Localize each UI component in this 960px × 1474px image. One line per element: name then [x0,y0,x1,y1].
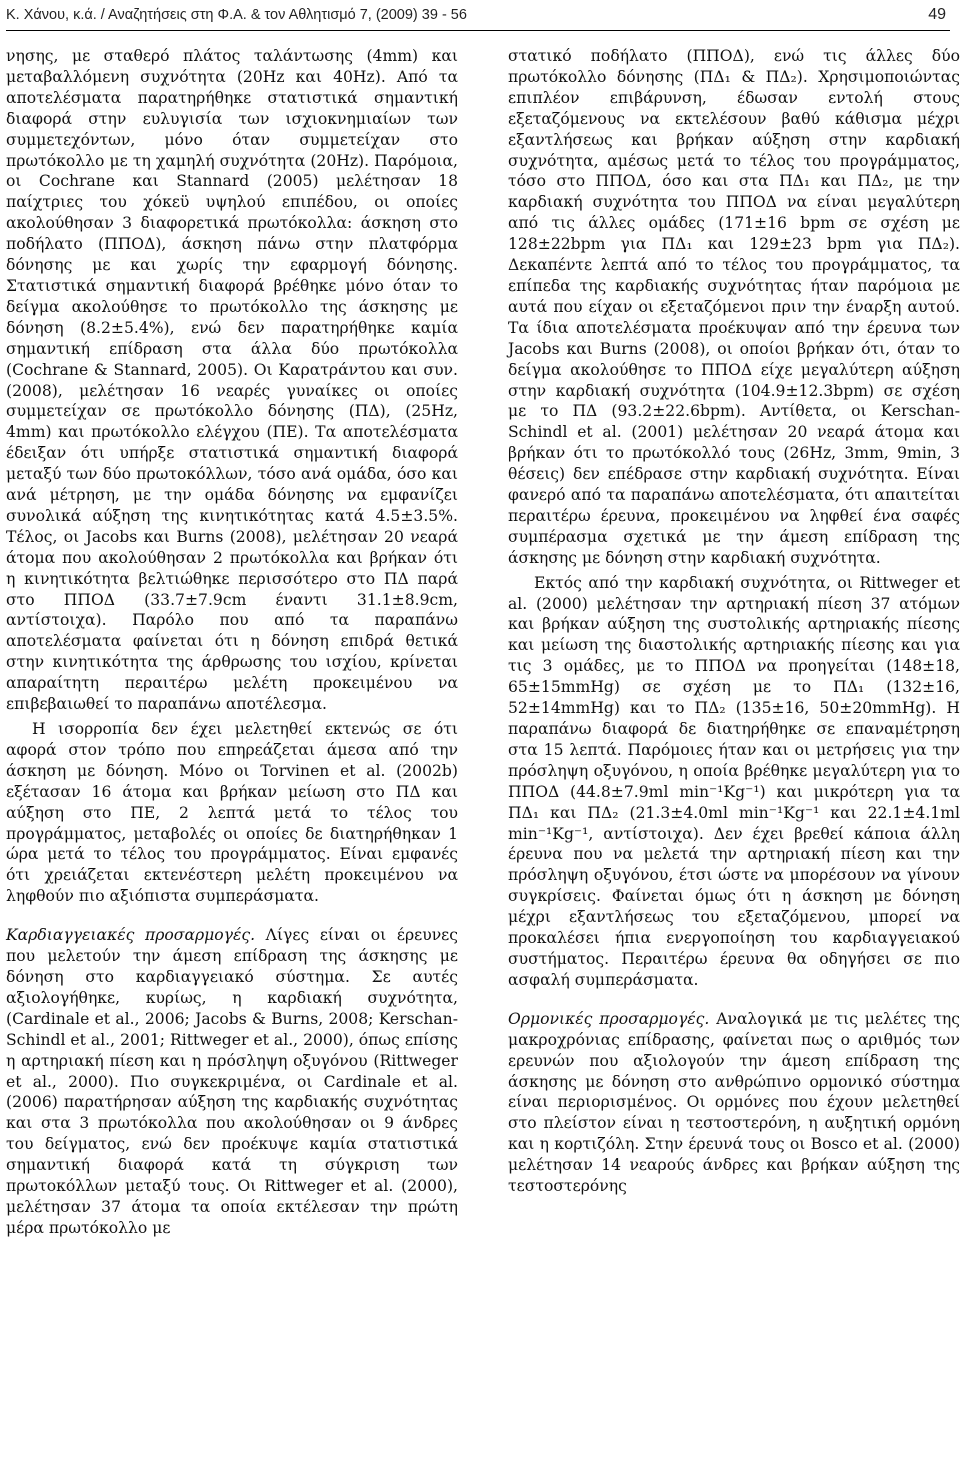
body-paragraph: στατικό ποδήλατο (ΠΠΟΔ), ενώ τις άλλες δύο πρωτόκολλο δόνησης (ΠΔ₁ & ΠΔ₂). Χρησιμοποιώντας επιπλέον επιβάρυνση, έδωσαν εντολή στους εξεταζόμενους να εκτελέσουν βαθύ κάθισμα μέχρι εξαντλήσεως και βρήκαν αύξηση στην καρδιακή συχνότητα, αμέσως μετά το τέλος του προγράμματος, τόσο στο ΠΠΟΔ, όσο και στα ΠΔ₁ και ΠΔ₂, με την καρδιακή συχνότητα του ΠΠΟΔ να είναι μεγαλύτερη από τις άλλες ομάδες (171±16 bpm σε σχέση με 128±22bpm για ΠΔ₁ και 129±23 bpm για ΠΔ₂). Δεκαπέντε λεπτά από το τέλος του προγράμματος, τα επίπεδα της καρδιακής συχνότητας ήταν παρόμοια με αυτά που είχαν οι εξεταζόμενοι πριν την έναρξη αυτού. Τα ίδια αποτελέσματα προέκυψαν από την έρευνα των Jacobs και Burns (2008), οι οποίοι βρήκαν ότι, όταν το δείγμα ακολούθησε το ΠΠΟΔ είχε μεγαλύτερη αύξηση στην καρδιακή συχνότητα (104.9±12.3bpm) σε σχέση με το ΠΔ (93.2±22.6bpm). Αντίθετα, οι Kerschan-Schindl et al. (2001) μελέτησαν 20 νεαρά άτομα και βρήκαν ότι το πρωτόκολλό τους (26Hz, 3mm, 9min, 3 θέσεις) δεν επέδρασε στην καρδιακή συχνότητα. Είναι φανερό από τα παραπάνω αποτελέσματα, ότι απαιτείται περαιτέρω έρευνα, προκειμένου να ληφθεί ένα σαφές συμπέρασμα σχετικά με την άμεση επίδραση της άσκησης με δόνηση στην καρδιακή συχνότητα. [508,47,960,567]
left-column [6,46,458,1239]
section-heading: Ορμονικές προσαρμογές. [508,1009,710,1028]
section-text: Αναλογικά με τις μελέτες της μακροχρόνιας επίδρασης, φαίνεται πως ο αριθμός των ερευνών που αξιολογούν την άμεση επίδραση της άσκησης με δόνηση στο ανθρώπινο ορμονικό σύστημα είναι περιορισμένος. Οι ορμόνες που έχουν μελετηθεί στο πλείστον είναι η τεστοστερόνη, η αυξητική ορμόνη και η κορτιζόλη. Στην έρευνά τους οι Bosco et al. (2000) μελέτησαν 14 νεαρούς άνδρες και βρήκαν αύξηση της τεστοστερόνης [508,1009,960,1196]
section-text: Λίγες είναι οι έρευνες που μελετούν την άμεση επίδραση της άσκησης με δόνηση στο καρδιαγγειακό σύστημα. Σε αυτές αξιολογήθηκε, κυρίως, η καρδιακή συχνότητα, (Cardinale et al., 2006; Jacobs & Burns, 2008; Kerschan-Schindl et al., 2001; Rittweger et al., 2000), όπως επίσης η αρτηριακή πίεση και η πρόσληψη οξυγόνου (Rittweger et al., 2000). Πιο συγκεκριμένα, οι Cardinale et al. (2006) παρατήρησαν αύξηση της καρδιακής συχνότητας και στα 3 πρωτόκολλα που ακολούθησαν οι 9 άνδρες του δείγματος, ενώ δεν προέκυψε καμία στατιστικά σημαντική διαφορά κατά τη σύγκριση των πρωτοκόλλων μεταξύ τους. Οι Rittweger et al. (2000), μελέτησαν 37 άτομα τα οποία εκτέλεσαν την πρώτη μέρα πρωτόκολλο με [6,926,458,1237]
page-number: 49 [928,6,946,23]
body-paragraph: Εκτός από την καρδιακή συχνότητα, οι Rittweger et al. (2000) μελέτησαν την αρτηριακή πίεση 37 ατόμων και βρήκαν αύξηση της συστολικής αρτηριακής πίεσης και μείωση της διαστολικής αρτηριακής πίεσης και για τις 3 ομάδες, με το ΠΠΟΔ να προηγείται (148±18, 65±15mmHg) σε σχέση με το ΠΔ₁ (132±16, 52±14mmHg) και το ΠΔ₂ (135±16, 50±20mmHg). Η παραπάνω διαφορά δε διατηρήθηκε σε επαναμέτρηση στα 15 λεπτά. Παρόμοιες ήταν και οι μετρήσεις για την πρόσληψη οξυγόνου, η οποία βρέθηκε μεγαλύτερη για το ΠΠΟΔ (44.8±7.9ml min⁻¹Kg⁻¹) και μικρότερη για τα ΠΔ₁ και ΠΔ₂ (21.3±4.0ml min⁻¹Kg⁻¹ και 22.1±4.1ml min⁻¹Kg⁻¹, αντίστοιχα). Δεν έχει βρεθεί κάποια άλλη έρευνα που να μελετά την αρτηριακή πίεση και την πρόσληψη οξυγόνου, έτσι ώστε να μπορέσουν να γίνουν συγκρίσεις. Φαίνεται όμως ότι η άσκηση με δόνηση μέχρι εξαντλήσεως του εξεταζόμενου, μπορεί να προκαλέσει ήπια ενεργοποίηση του καρδιαγγειακού συστήματος. Περαιτέρω έρευνα θα οδηγήσει σε πιο ασφαλή συμπεράσματα. [508,573,960,989]
section-paragraph [508,1009,960,1197]
section-paragraph [6,925,458,1239]
body-paragraph: νησης, με σταθερό πλάτος ταλάντωσης (4mm) και μεταβαλλόμενη συχνότητα (20Hz και 40Hz). Από τα αποτελέσματα παρατηρήθηκε στατιστικά σημαντική διαφορά στην ευλυγισία των ισχιοκνημιαίων των συμμετεχόντων, μόνο όταν συμμετείχαν στο πρωτόκολλο με τη χαμηλή συχνότητα (20Hz). Παρόμοια, οι Cochrane και Stannard (2005) μελέτησαν 18 παίχτριες του χόκεϋ υψηλού επιπέδου, οι οποίες ακολούθησαν 3 διαφορετικά πρωτόκολλα: άσκηση στο ποδήλατο (ΠΠΟΔ), άσκηση πάνω στην πλατφόρμα δόνησης με και χωρίς την εφαρμογή δόνησης. Στατιστικά σημαντική διαφορά βρέθηκε μόνο όταν το δείγμα ακολούθησε το πρωτόκολλο της άσκησης με δόνηση (8.2±5.4%), ενώ δεν παρατηρήθηκε καμία σημαντική επίδραση στα άλλα δύο πρωτόκολλα (Cochrane & Stannard, 2005). Οι Καρατράντου και συν. (2008), μελέτησαν 16 νεαρές γυναίκες οι οποίες συμμετείχαν σε πρωτόκολλο δόνησης (ΠΔ), (25Hz, 4mm) και πρωτόκολλο ελέγχου (ΠΕ). Τα αποτελέσματα έδειξαν ότι υπήρξε στατιστικά σημαντική διαφορά μεταξύ των δύο πρωτοκόλλων, τόσο ανά ομάδα, όσο και ανά μέτρηση, με την ομάδα δόνησης να εμφανίζει συνολικά αύξηση της κινητικότητας κατά 4.5±3.5%. Τέλος, οι Jacobs και Burns (2008), μελέτησαν 20 νεαρά άτομα που ακολούθησαν 2 πρωτόκολλα και βρήκαν ότι η κινητικότητα βελτιώθηκε περισσότερο στο ΠΔ παρά στο ΠΠΟΔ (33.7±7.9cm έναντι 31.1±8.9cm, αντίστοιχα). Παρόλο που από τα παραπάνω αποτελέσματα φαίνεται ότι η δόνηση επιδρά θετικά στην κινητικότητα της άρθρωσης του ισχίου, κρίνεται απαραίτητη περαιτέρω μελέτη προκειμένου να επιβεβαιωθεί το παραπάνω αποτέλεσμα. [6,47,458,714]
body-paragraph: Η ισορροπία δεν έχει μελετηθεί εκτενώς σε ότι αφορά στον τρόπο που επηρεάζεται άμεσα από την άσκηση με δόνηση. Μόνο οι Torvinen et al. (2002b) εξέτασαν 16 άτομα και βρήκαν μείωση στο ΠΔ και αύξηση στο ΠΕ, 2 λεπτά μετά το τέλος του προγράμματος, μεταβολές οι οποίες δε διατηρήθηκαν 1 ώρα μετά το τέλος του προγράμματος. Είναι εμφανές ότι χρειάζεται εκτενέστερη μελέτη προκειμένου να ληφθούν πιο αξιόπιστα συμπεράσματα. [6,720,458,906]
running-header [6,0,950,31]
header-citation: Κ. Χάνου, κ.ά. / Αναζητήσεις στη Φ.Α. & τον Αθλητισμό 7, (2009) 39 - 56 [6,7,467,23]
section-heading: Καρδιαγγειακές προσαρμογές. [6,926,256,945]
right-column [508,46,960,1197]
